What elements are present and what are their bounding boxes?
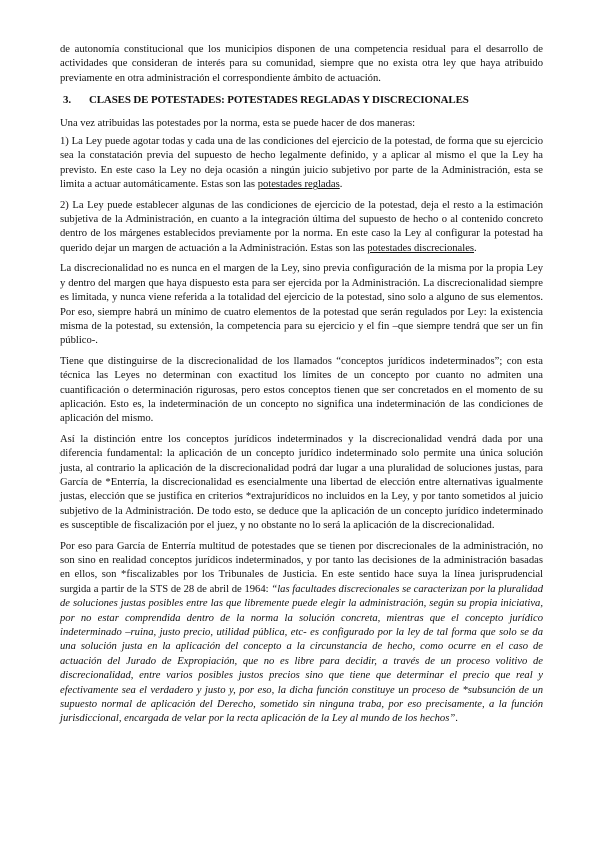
intro-paragraph: de autonomía constitucional que los municipios disponen de una competencia residual para el desarrollo de actividades que consideran de interés para su comunidad, siempre que no exista otra ley que haya atribuido previamente en otra administración el correspondiente ámbito de actuación.: [60, 44, 543, 84]
paragraph-regladas: [60, 135, 543, 193]
paragraph-discrecionales-end: .: [474, 242, 477, 254]
section-title: CLASES DE POTESTADES: POTESTADES REGLADAS Y DISCRECIONALES: [89, 94, 469, 107]
paragraph-two-ways: Una vez atribuidas las potestades por la norma, esta se puede hacer de dos maneras:: [60, 117, 416, 129]
paragraph-distincion: Así la distinción entre los conceptos jurídicos indeterminados y la discrecionalidad vendrá dada por una diferencia fundamental: la aplicación de un concepto jurídico indeterminado solo permite una única solución justa, al contrario la aplicación de la discrecionalidad podrá dar lugar a una pluralidad de soluciones justas, para García de *Enterría, la discrecionalidad es esencialmente una libertad de elección entre alternativas igualmente justas, elección que se justifica en criterios *extrajurídicos no incluidos en la Ley, y por tanto sometidos al juicio subjetivo de la Administración. De todo esto, se deduce que la aplicación de un concepto jurídico indeterminado es susceptible de fiscalización por el juez, y no obstante no lo será la aplicación de la discrecionalidad.: [60, 433, 543, 532]
paragraph-garcia-enterria-end: .: [455, 713, 458, 725]
paragraph-regladas-text: 1) La Ley puede agotar todas y cada una de las condiciones del ejercicio de la potestad, de forma que su ejercicio sea la constatación previa del supuesto de hecho legalmente definido, y a aplicar al mismo el que la Ley ha previsto. En este caso la Ley no deja ocasión a ningún juicio subjetivo por parte de la Administración, esta se limita a actuar automáticamente. Estas son las: [60, 136, 543, 191]
paragraph-conceptos-indeterminados: Tiene que distinguirse de la discrecionalidad de los llamados “conceptos jurídicos indeterminados”; con esta técnica las Leyes no determinan con exactitud los límites de un concepto por cuanto no admiten una cuantificación o determinación rigurosas, pero estos conceptos tienen que ser concretados en el momento de su aplicación. Esto es, la indeterminación de un concepto no significa una indeterminación de las condiciones de aplicación del mismo.: [60, 355, 543, 425]
term-potestades-discrecionales: potestades discrecionales: [367, 242, 475, 254]
paragraph-discrecionalidad-limites: La discrecionalidad no es nunca en el margen de la Ley, sino previa configuración de la misma por la propia Ley y dentro del margen que haya dispuesto esta para ser ejercida por la Administración. La discrecionalidad siempre es limitada, y nunca viene referida a la totalidad del ejercicio de la potestad, sino solo a alguno de sus elementos. Por eso, siempre habrá un mínimo de cuatro elementos de la potestad que serán regulados por Ley: la existencia misma de la potestad, su extensión, la competencia para su ejercicio y el fin –que siempre tendrá que ser un fin público-.: [60, 263, 543, 347]
paragraph-garcia-enterria: [60, 540, 543, 727]
paragraph-discrecionales: [60, 199, 543, 257]
paragraph-regladas-end: .: [339, 179, 343, 191]
paragraph-garcia-enterria-text: Por eso para García de Enterría multitud de potestades que se tienen por discrecionales de la administración, no son sino en realidad conceptos jurídicos indeterminados, y por tanto las decisiones de la administración basadas en ellos, son *fiscalizables por los Tribunales de Justicia. En este sentido hace suya la línea jurisprudencial surgida a partir de la STS de 28 de abril de 1964:: [60, 540, 543, 595]
document-page: [60, 43, 543, 733]
sts-quote: “las facultades discrecionales se caracterizan por la pluralidad de soluciones justas posibles entre las que libremente puede elegir la administración, según su propia iniciativa, por no estar comprendida dentro de la norma la solución concreta, mientras que el concepto jurídico indeterminado –ruina, justo precio, utilidad pública, etc- es configurado por la ley de tal forma que solo se da una solución justa en la aplicación del concepto a la circunstancia de hecho, como ocurre en el caso de actuación del Jurado de Expropiación, que no es libre para decidir, a través de un proceso volitivo de discrecionalidad, entre varios posibles justos precios sino que tiene que determinar el precio que real y efectivamente sea el verdadero y justo y, por eso, la dicha función constituye un proceso de *subsunción de un supuesto normal de aplicación del Derecho, sometido sin ninguna traba, por eso precisamente, a la función jurisdiccional, encargada de velar por la recta aplicación de la Ley al mundo de los hechos”: [60, 583, 544, 725]
section-heading: [60, 93, 543, 107]
section-number: 3.: [63, 94, 71, 107]
paragraph-discrecionales-text: 2) La Ley puede establecer algunas de las condiciones de ejercicio de la potestad, deja el resto a la estimación subjetiva de la Administración, en cuanto a la integración última del supuesto de hecho o al contenido concreto dentro de los márgenes establecidos previamente por la norma. En este caso la Ley al configurar la potestad ha querido dejar un margen de actuación a la Administración. Estas son las: [60, 199, 543, 254]
term-potestades-regladas: potestades regladas: [257, 179, 340, 191]
